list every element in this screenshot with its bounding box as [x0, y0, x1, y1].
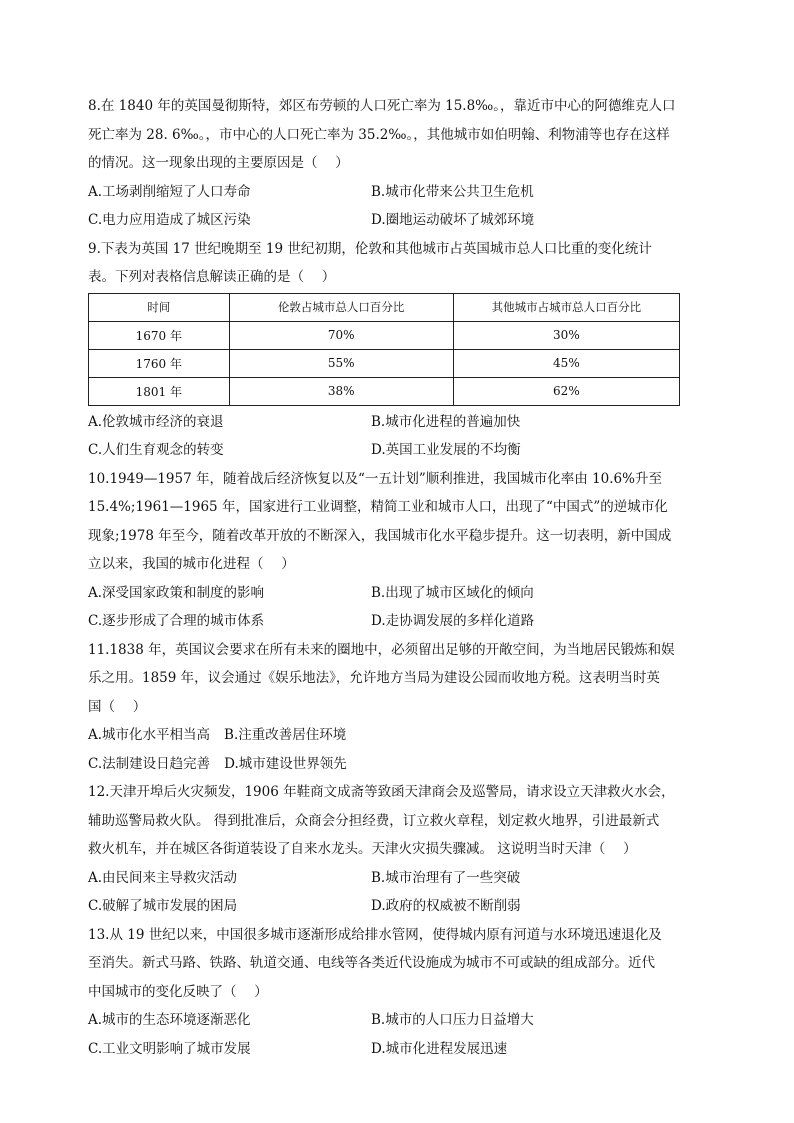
table-row	[89, 349, 680, 377]
options-row	[88, 1006, 708, 1035]
answer-option: C.人们生育观念的转变	[88, 442, 224, 458]
question-block	[88, 636, 708, 779]
answer-option: D.圈地运动破坏了城郊环境	[371, 212, 535, 228]
table-cell: 70%	[229, 321, 453, 349]
options-row	[88, 864, 708, 893]
answer-option: C.法制建设日趋完善	[88, 755, 211, 772]
answer-option: B.注重改善居住环境	[224, 727, 347, 743]
answer-option: A.由民间来主导救灾活动	[88, 869, 238, 886]
question-block	[88, 778, 708, 921]
table-header-cell: 时间	[89, 293, 230, 321]
table-cell: 45%	[453, 349, 679, 377]
table-header-cell: 伦敦占城市总人口百分比	[229, 293, 453, 321]
options-row	[88, 607, 708, 636]
answer-option: B.城市的人口压力日益增大	[371, 1012, 534, 1028]
answer-option: D.政府的权威被不断削弱	[371, 898, 521, 914]
table-row	[89, 377, 680, 405]
answer-option: C.工业文明影响了城市发展	[88, 1040, 251, 1057]
options-row	[88, 1035, 708, 1064]
exam-page	[88, 92, 708, 1063]
table-cell: 1760 年	[89, 349, 230, 377]
question-text-line: 现象;1978 年至今，随着改革开放的不断深入，我国城市化水平稳步提升。这一切表明，新中国成	[88, 527, 672, 544]
answer-option: D.英国工业发展的不均衡	[371, 442, 521, 458]
question-text-line: 9.下表为英国 17 世纪晚期至 19 世纪初期，伦敦和其他城市占英国城市总人口比重的变化统计	[88, 240, 652, 257]
answer-option: B.城市化带来公共卫生危机	[371, 183, 534, 200]
answer-option: A.深受国家政策和制度的影响	[88, 584, 265, 601]
answer-option: A.城市化水平相当高	[88, 727, 211, 743]
question-text-line: 15.4%;1961—1965 年，国家进行工业调整，精简工业和城市人口，出现了“中国式”的逆城市化	[88, 499, 668, 515]
options-row	[88, 178, 708, 207]
options-row	[88, 408, 708, 437]
table-header-cell: 其他城市占城市总人口百分比	[453, 293, 679, 321]
table-cell: 38%	[229, 377, 453, 405]
question-text-line: 死亡率为 28. 6‰。，市中心的人口死亡率为 35.2‰。，其他城市如伯明翰、利物浦等也存在这样	[88, 126, 670, 143]
answer-option: D.走协调发展的多样化道路	[371, 613, 535, 629]
options-row	[88, 892, 708, 921]
question-block	[88, 235, 708, 465]
answer-option: A.伦敦城市经济的衰退	[88, 413, 224, 430]
options-row	[88, 750, 708, 779]
answer-option: C.电力应用造成了城区污染	[88, 212, 251, 228]
question-text-line: 10.1949—1957 年，随着战后经济恢复以及“一五计划”顺利推进，我国城市化率由 10.6%升至	[88, 470, 662, 487]
answer-option: A.城市的生态环境逐渐恶化	[88, 1012, 251, 1028]
answer-option: C.逐步形成了合理的城市体系	[88, 613, 265, 629]
answer-option: D.城市化进程发展迅速	[371, 1040, 508, 1057]
options-row	[88, 579, 708, 608]
question-text-line: 救火机车，并在城区各街道装设了自来水龙头。天津火灾损失骤减。 这说明当时天津（ ）	[88, 841, 637, 857]
table-header-row	[89, 293, 680, 321]
answer-option: B.出现了城市区域化的倾向	[371, 584, 534, 601]
question-block	[88, 92, 708, 235]
question-block	[88, 921, 708, 1064]
table-cell: 55%	[229, 349, 453, 377]
statistics-table	[88, 293, 680, 406]
answer-option: D.城市建设世界领先	[224, 755, 347, 772]
question-text-line: 中国城市的变化反映了（ ）	[88, 983, 268, 1000]
answer-option: B.城市化进程的普遍加快	[371, 413, 521, 430]
question-text-line: 表。下列对表格信息解读正确的是（ ）	[88, 269, 336, 285]
question-text-line: 的情况。这一现象出现的主要原因是（ ）	[88, 155, 349, 171]
table-cell: 30%	[453, 321, 679, 349]
question-text-line: 8.在 1840 年的英国曼彻斯特，郊区布劳顿的人口死亡率为 15.8‰。，靠近市中心的阿德维克人口	[88, 98, 676, 114]
question-text-line: 至消失。新式马路、铁路、轨道交通、电线等各类近代设施成为城市不可或缺的组成部分。近代	[88, 955, 655, 971]
options-row	[88, 206, 708, 235]
answer-option: A.工场剥削缩短了人口寿命	[88, 183, 251, 200]
table-cell: 62%	[453, 377, 679, 405]
question-text-line: 立以来，我国的城市化进程（ ）	[88, 556, 295, 572]
question-text-line: 11.1838 年，英国议会要求在所有未来的圈地中，必须留出足够的开敞空间，为当地居民锻炼和娱	[88, 641, 675, 658]
table-cell: 1801 年	[89, 377, 230, 405]
question-text-line: 辅助巡警局救火队。 得到批准后，众商会分担经费，订立救火章程，划定救火地界，引进最新式	[88, 812, 660, 829]
question-text-line: 乐之用。1859 年，议会通过《娱乐地法》，允许地方当局为建设公园而收地方税。这表明当时英	[88, 670, 660, 686]
table-cell: 1670 年	[89, 321, 230, 349]
question-text-line: 13.从 19 世纪以来，中国很多城市逐渐形成给排水管网，使得城内原有河道与水环境迅速退化及	[88, 926, 662, 943]
answer-option: B.城市治理有了一些突破	[371, 869, 521, 886]
options-row	[88, 721, 708, 750]
question-block	[88, 465, 708, 636]
answer-option: C.破解了城市发展的困局	[88, 898, 238, 914]
question-text-line: 12.天津开埠后火灾频发，1906 年鞋商文成斋等致函天津商会及巡警局，请求设立天津救火水会，	[88, 784, 675, 800]
options-row	[88, 436, 708, 465]
question-text-line: 国（ ）	[88, 698, 147, 715]
table-row	[89, 321, 680, 349]
